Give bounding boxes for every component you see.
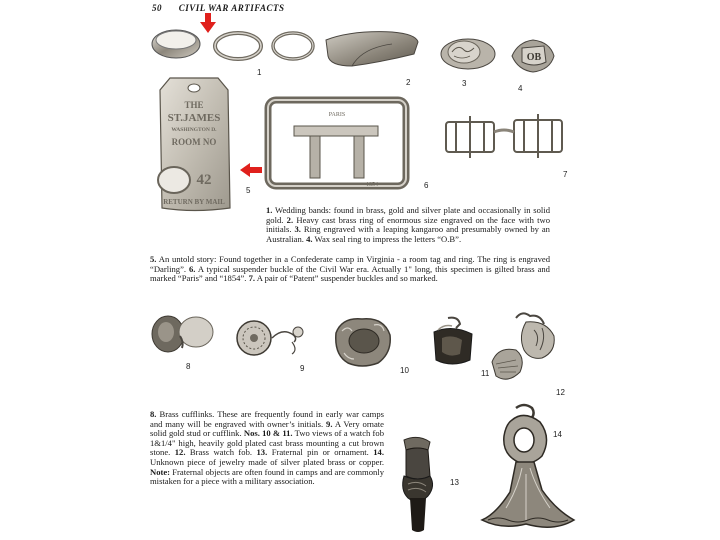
caption-item-text: A typical suspender buckle of the Civil War era. Actually 1" long, this specimen is gilted brass and marked “Paris” and “1854”. bbox=[150, 263, 550, 284]
caption-item-number: 9. bbox=[326, 418, 333, 429]
figure-number-10: 10 bbox=[400, 366, 409, 375]
buckle-mark-top: PARIS bbox=[328, 112, 346, 118]
caption-item-text: Heavy cast brass ring of enormous size engraved on the face with two initials. bbox=[266, 214, 550, 235]
caption-item-number: 13. bbox=[256, 447, 268, 458]
caption-item-number: 6. bbox=[188, 263, 196, 274]
patent-buckles-image bbox=[440, 108, 570, 168]
tag-line-3: WASHINGTON D. bbox=[171, 127, 217, 133]
figure-number-4: 4 bbox=[518, 84, 523, 93]
caption-item-number: 7. bbox=[248, 273, 256, 284]
silver-pendant-image bbox=[476, 402, 578, 536]
caption-item-text: A Very ornate solid gold stud or cufflink. bbox=[150, 418, 384, 439]
page-number: 50 bbox=[152, 3, 162, 13]
caption-item-number: 14. bbox=[373, 447, 384, 458]
brass-cufflinks-image bbox=[148, 312, 216, 356]
caption-item-text: Two views of a watch fob 1&1/4" high, heavily gold plated cast brass mounting a cut brown stone. bbox=[150, 428, 385, 458]
wax-seal-ring-image bbox=[508, 36, 558, 76]
room-tag-image bbox=[148, 76, 240, 214]
figure-number-11: 11 bbox=[481, 369, 490, 378]
caption-item-text: Unknown piece of jewelry made of silver plated brass or copper. bbox=[150, 456, 384, 467]
figure-number-8: 8 bbox=[186, 362, 191, 371]
caption-item-text: Fraternal pin or ornament. bbox=[267, 447, 374, 458]
heavy-brass-ring-image bbox=[322, 26, 422, 74]
figure-number-7: 7 bbox=[563, 170, 568, 179]
kangaroo-ring-image bbox=[438, 34, 498, 72]
caption-item-number: Note: bbox=[150, 466, 171, 477]
wedding-bands-image bbox=[148, 22, 318, 72]
caption-item-number: 2. bbox=[286, 214, 294, 225]
figure-number-5: 5 bbox=[246, 186, 251, 195]
figure-number-13: 13 bbox=[450, 478, 459, 487]
caption-items-8-14 bbox=[150, 410, 384, 487]
caption-items-5-7 bbox=[150, 255, 550, 284]
caption-item-number: Nos. 10 & 11. bbox=[243, 428, 293, 439]
figure-number-3: 3 bbox=[462, 79, 467, 88]
red-arrow-down-icon bbox=[200, 13, 216, 33]
tag-line-1: THE bbox=[184, 100, 204, 110]
caption-item-text: Brass cufflinks. These are frequently found in early war camps and many will be engraved with owner’s initials. bbox=[150, 409, 384, 429]
caption-item-text: Wax seal ring to impress the letters “O.B”. bbox=[312, 233, 462, 244]
figure-number-6: 6 bbox=[424, 181, 429, 190]
caption-item-text: Wedding bands: found in brass, gold and silver plate and occasionally in solid gold. bbox=[266, 205, 550, 225]
caption-item-text: Fraternal objects are often found in camps and are commonly mistaken for a piece with a military association. bbox=[150, 466, 384, 487]
caption-item-number: 4. bbox=[306, 233, 313, 244]
ornate-gold-stud-image bbox=[232, 318, 322, 358]
figure-number-2: 2 bbox=[406, 78, 411, 87]
caption-items-1-4 bbox=[266, 206, 550, 244]
caption-item-number: 12. bbox=[174, 447, 186, 458]
figure-number-1: 1 bbox=[257, 68, 262, 77]
watch-fob-front-image bbox=[328, 313, 398, 369]
ring-seal-initials: OB bbox=[526, 52, 542, 63]
page-header bbox=[152, 3, 284, 13]
tag-room-number: 42 bbox=[196, 172, 212, 188]
figure-number-14: 14 bbox=[553, 430, 562, 439]
fraternal-pin-image bbox=[396, 436, 440, 534]
suspender-buckle-image bbox=[262, 94, 412, 194]
tag-footer: RETURN BY MAIL bbox=[163, 198, 225, 206]
caption-item-text: An untold story: Found together in a Confederate camp in Virginia - a room tag and ring. The ring is engraved “Darling”. bbox=[150, 254, 550, 274]
caption-item-number: 5. bbox=[150, 254, 157, 264]
watch-fob-side-image bbox=[428, 316, 478, 370]
caption-item-text: A pair of “Patent” suspender buckles and so marked. bbox=[255, 273, 438, 284]
caption-item-number: 8. bbox=[150, 409, 157, 419]
tag-line-4: ROOM NO bbox=[171, 137, 217, 147]
caption-item-text: Ring engraved with a leaping kangaroo and presumably owned by an Australian. bbox=[266, 224, 550, 244]
caption-item-text: Brass watch fob. bbox=[185, 447, 257, 458]
red-arrow-left-icon bbox=[240, 163, 262, 177]
page-title: CIVIL WAR ARTIFACTS bbox=[178, 3, 285, 13]
buckle-mark-bottom: 1854 bbox=[366, 182, 378, 188]
tag-line-2: ST.JAMES bbox=[167, 112, 221, 124]
caption-item-number: 3. bbox=[294, 224, 301, 235]
figure-number-12: 12 bbox=[556, 388, 565, 397]
caption-item-number: 1. bbox=[266, 205, 273, 215]
brass-watch-fob-image bbox=[486, 310, 576, 390]
figure-number-9: 9 bbox=[300, 364, 305, 373]
